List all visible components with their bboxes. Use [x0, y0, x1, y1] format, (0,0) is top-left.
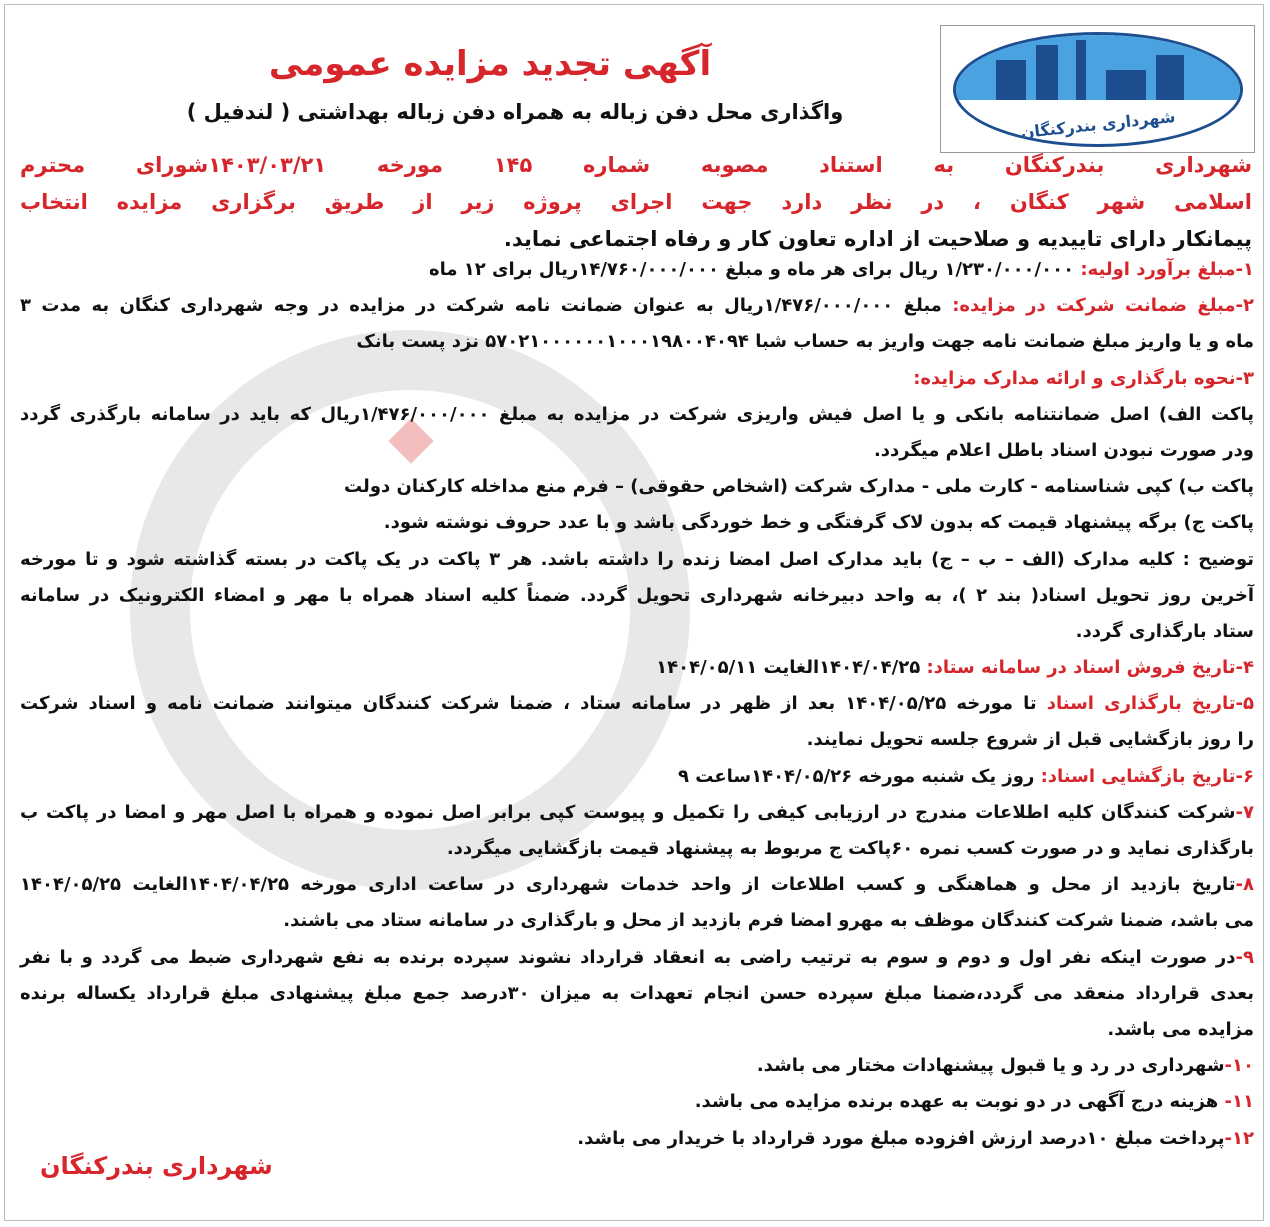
- body-text: ودر صورت نبودن اسناد باطل اعلام میگردد.: [873, 439, 1254, 461]
- highlight-text: ۴-تاریخ فروش اسناد در سامانه ستاد:: [926, 657, 1254, 679]
- body-line: [20, 1084, 1254, 1120]
- body-text: توضیح : کلیه مدارک (الف – ب – ج) باید مدارک اصل امضا زنده را داشته باشد. هر ۳ پاکت در یک پاکت در بسته گذاشته شود و تا مورخه: [20, 548, 1254, 570]
- body-text: را روز بازگشایی قبل از شروع جلسه تحویل نمایند.: [806, 729, 1254, 751]
- notice-title: آگهی تجدید مزایده عمومی: [268, 44, 712, 84]
- intro-line: [20, 147, 1252, 184]
- body-line: [20, 578, 1254, 614]
- logo-emblem: [953, 32, 1243, 147]
- body-text: پاکت ب) کپی شناسنامه - کارت ملی - مدارک شرکت (اشخاص حقوقی) – فرم منع مداخله کارکنان دولت: [344, 476, 1254, 498]
- body-line: [20, 795, 1254, 831]
- body-text: شرکت کنندگان کلیه اطلاعات مندرج در ارزیابی کیفی را تکمیل و پیوست کپی برابر اصل نموده و همراه با اصل مهر و امضا در پاکت ب: [20, 801, 1236, 823]
- highlight-text: ۵-تاریخ بارگذاری اسناد: [1046, 693, 1255, 715]
- body-line: [20, 867, 1254, 903]
- intro-paragraph: [20, 147, 1252, 258]
- logo-building: [996, 60, 1026, 100]
- body-line: [20, 1012, 1254, 1048]
- body-text: مزایده می باشد.: [1107, 1018, 1254, 1040]
- body-text: شهرداری در رد و یا قبول پیشنهادات مختار می باشد.: [756, 1055, 1225, 1077]
- highlight-text: ۱-مبلغ برآورد اولیه:: [1080, 259, 1254, 280]
- body-line: [20, 397, 1254, 433]
- highlight-text: ۱۲-: [1224, 1127, 1254, 1149]
- highlight-text: ۶-تاریخ بازگشایی اسناد:: [1040, 765, 1254, 787]
- highlight-text: ۷-: [1235, 801, 1254, 823]
- body-text: ماه و یا واریز مبلغ ضمانت نامه جهت واریز به حساب شبا ۵۷۰۲۱۰۰۰۰۰۰۱۰۰۰۱۹۸۰۰۴۰۹۴ نزد پست بانک: [356, 331, 1254, 353]
- municipality-logo: [940, 25, 1255, 153]
- highlight-text: ۹-: [1235, 946, 1254, 968]
- body-line: [20, 542, 1254, 578]
- logo-building: [1156, 55, 1184, 100]
- body-text: روز یک شنبه مورخه ۱۴۰۴/۰۵/۲۶ساعت ۹: [678, 765, 1041, 787]
- highlight-text: ۱۱-: [1224, 1091, 1254, 1113]
- highlight-text: ۱۰-: [1224, 1055, 1254, 1077]
- notice-body: [20, 252, 1254, 1157]
- body-line: [20, 433, 1254, 469]
- logo-text: شهرداری بندرکنگان: [1019, 106, 1177, 143]
- body-line: [20, 650, 1254, 686]
- body-line: [20, 288, 1254, 324]
- body-line: [20, 505, 1254, 541]
- body-text: ۱/۲۳۰/۰۰۰/۰۰۰ ریال برای هر ماه و مبلغ ۱۴/۷۶۰/۰۰۰/۰۰۰ریال برای ۱۲ ماه: [428, 259, 1081, 280]
- body-text: هزینه درج آگهی در دو نوبت به عهده برنده مزایده می باشد.: [694, 1091, 1225, 1113]
- body-text: مبلغ ۱/۴۷۶/۰۰۰/۰۰۰ریال به عنوان ضمانت نامه شرکت در مزایده در وجه شهرداری کنگان به مدت ۳: [20, 295, 953, 317]
- body-line: [20, 324, 1254, 360]
- body-line: [20, 469, 1254, 505]
- body-line: [20, 722, 1254, 758]
- highlight-text: اسلامی شهر کنگان ، در نظر دارد جهت اجرای پروژه زیر از طریق برگزاری مزایده انتخاب: [20, 190, 1252, 214]
- body-text: پیمانکار دارای تاییدیه و صلاحیت از اداره تعاون کار و رفاه اجتماعی نماید.: [503, 227, 1252, 251]
- logo-tower: [1076, 40, 1086, 100]
- highlight-text: ۲-مبلغ ضمانت شرکت در مزایده:: [952, 295, 1255, 317]
- intro-line: [20, 184, 1252, 221]
- body-text: پرداخت مبلغ ۱۰درصد ارزش افزوده مبلغ مورد قرارداد با خریدار می باشد.: [577, 1127, 1225, 1149]
- highlight-text: ۸-: [1235, 874, 1255, 896]
- body-line: [20, 1048, 1254, 1084]
- body-line: [20, 361, 1254, 397]
- body-text: پاکت الف) اصل ضمانتنامه بانکی و یا اصل فیش واریزی شرکت در مزایده به مبلغ ۱/۴۷۶/۰۰۰/۰۰۰ریال که باید در سامانه بارگذری گردد: [20, 403, 1254, 425]
- notice-subtitle: واگذاری محل دفن زباله به همراه دفن زباله بهداشتی ( لندفیل ): [186, 100, 844, 124]
- body-text: در صورت اینکه نفر اول و دوم و سوم به ترتیب راضی به انعقاد قرارداد نشوند سپرده برنده به نفع شهرداری ضبط می گردد و با نفر: [20, 946, 1236, 968]
- body-text: بعدی قرارداد منعقد می گردد،ضمنا مبلغ سپرده حسن انجام تعهدات به میزان ۳۰درصد جمع مبلغ پیشنهادی مبلغ قرارداد یکساله برنده: [20, 982, 1254, 1004]
- logo-building: [1036, 45, 1058, 100]
- body-line: [20, 976, 1254, 1012]
- highlight-text: شهرداری بندرکنگان به استناد مصوبه شماره ۱۴۵ مورخه ۱۴۰۳/۰۳/۲۱شورای محترم: [20, 153, 1253, 177]
- body-text: تاریخ بازدید از محل و هماهنگی و کسب اطلاعات از واحد خدمات شهرداری در ساعت اداری مورخه ۱۴۰۴/۰۴/۲۵الغایت ۱۴۰۴/۰۵/۲۵: [20, 874, 1236, 896]
- body-text: ۱۴۰۴/۰۴/۲۵الغایت ۱۴۰۴/۰۵/۱۱: [656, 657, 927, 679]
- highlight-text: ۳-نحوه بارگذاری و ارائه مدارک مزایده:: [913, 367, 1254, 389]
- body-line: [20, 903, 1254, 939]
- body-text: می باشد، ضمنا شرکت کنندگان موظف به مهرو امضا فرم بازدید از محل و بارگذاری در سامانه ستاد می باشند.: [283, 910, 1254, 932]
- logo-building: [1106, 70, 1146, 100]
- body-line: [20, 831, 1254, 867]
- body-line: [20, 686, 1254, 722]
- body-text: بارگذاری نماید و در صورت کسب نمره ۶۰پاکت ج مربوط به پیشنهاد قیمت بازگشایی میگردد.: [446, 838, 1254, 859]
- body-text: پاکت ج) برگه پیشنهاد قیمت که بدون لاک گرفتگی و خط خوردگی باشد و با عدد حروف نوشته شود.: [383, 512, 1254, 534]
- body-line: [20, 614, 1254, 650]
- body-text: ستاد بارگذاری گردد.: [1075, 620, 1254, 642]
- body-line: [20, 252, 1254, 288]
- body-line: [20, 759, 1254, 795]
- body-line: [20, 940, 1254, 976]
- body-text: آخرین روز تحویل اسناد( بند ۲ )، به واحد دبیرخانه شهرداری تحویل گردد. ضمناً کلیه اسناد همراه با مهر و امضاء الکترونیک در سامانه: [20, 584, 1254, 606]
- body-text: تا مورخه ۱۴۰۴/۰۵/۲۵ بعد از ظهر در سامانه ستاد ، ضمنا شرکت کنندگان میتوانند ضمانت نامه و اسناد شرکت: [20, 693, 1047, 715]
- footer-signature: شهرداری بندرکنگان: [40, 1152, 273, 1180]
